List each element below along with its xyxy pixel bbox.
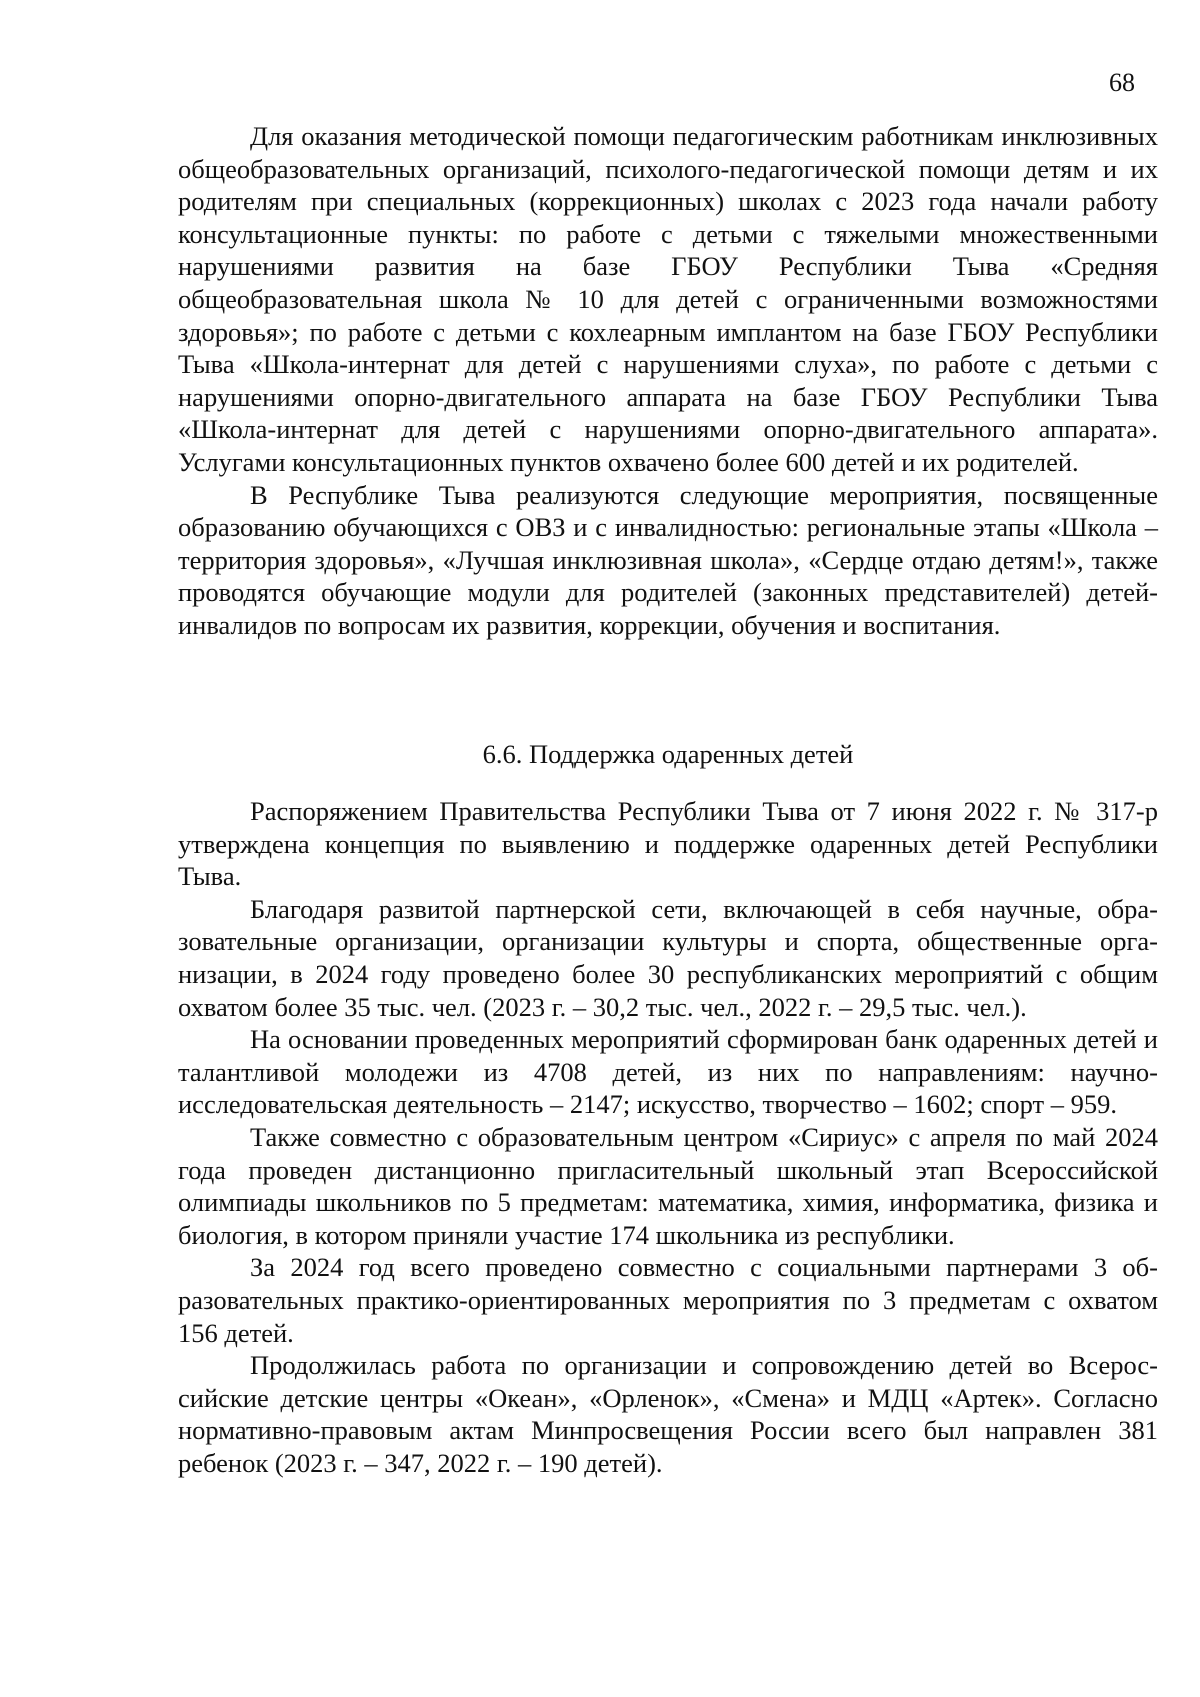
paragraph-sirius-olympiad: Также совместно с образовательным центром «Сириус» с апреля по май 2024 года проведен дистанционно пригласительный школьный этап Всероссийской олимпиады школьников по 5 предметам: математика, химия, информатика, физика и биология, в котором приняли участие 174 школьника из республики. xyxy=(178,1121,1158,1250)
section-gifted-children xyxy=(178,795,1158,1479)
section-heading-gifted-children: 6.6. Поддержка одаренных детей xyxy=(482,739,854,769)
section-consultation-points xyxy=(178,120,1158,642)
page-number: 68 xyxy=(1109,68,1135,97)
paragraph-inclusive-events: В Республике Тыва реализуются следующие мероприятия, посвященные образованию обучающихся с ОВЗ и с инвалидностью: региональные этапы «Школа – территория здоровья», «Лучшая инклюзивная школа», «Сердце отдаю детям!», также проводятся обучающие модули для родителей (законных представителей) детей-инвалидов по вопросам их развития, коррекции, обучения и воспитания. xyxy=(178,479,1158,640)
paragraph-practice-events: За 2024 год всего проведено совместно с социальными партнерами 3 образовательных практико-ориентированных мероприятия по 3 предметам с охватом 156 детей. xyxy=(178,1252,1158,1348)
paragraph-childrens-centers: Продолжилась работа по организации и сопровождению детей во Всероссийские детские центры «Океан», «Орленок», «Смена» и МДЦ «Артек». Согласно нормативно-правовым актам Минпросвещения России всего был направлен 381 ребенок (2023 г. – 347, 2022 г. – 190 детей). xyxy=(178,1350,1158,1478)
paragraph-partner-network: Благодаря развитой партнерской сети, включающей в себя научные, образовательные организации, организации культуры и спорта, общественные организации, в 2024 году проведено более 30 республиканских мероприятий с общим охватом более 35 тыс. чел. (2023 г. – 30,2 тыс. чел., 2022 г. – 29,5 тыс. чел.). xyxy=(178,893,1158,1022)
paragraph-consultation-points: Для оказания методической помощи педагогическим работникам инклюзивных общеобразовательных организаций, психолого-педагогической помощи детям и их родителям при специальных (коррекционных) школах с 2023 года начали работу консультационные пункты: по работе с детьми с тяжелыми множественными нарушениями развития на базе ГБОУ Республики Тыва «Средняя общеобразовательная школа № 10 для детей с ограниченными возможностями здоровья»; по работе с детьми с кохлеарным имплантом на базе ГБОУ Республики Тыва «Школа-интернат для детей с нарушениями слуха», по работе с детьми с нарушениями опорно-двигательного аппарата на базе ГБОУ Республики Тыва «Школа-интернат для детей с нарушениями опорно-двигательного аппарата». Услугами консультационных пунктов охвачено более 600 детей и их родителей. xyxy=(178,121,1158,477)
paragraph-talent-bank: На основании проведенных мероприятий сформирован банк одаренных детей и талантливой молодежи из 4708 детей, из них по направлениям: научно-исследовательская деятельность – 2147; искусство, творчество – 1602; спорт – 959. xyxy=(178,1024,1158,1120)
paragraph-government-order: Распоряжением Правительства Республики Тыва от 7 июня 2022 г. № 317-р утверждена концепция по выявлению и поддержке одаренных детей Республики Тыва. xyxy=(178,796,1158,892)
